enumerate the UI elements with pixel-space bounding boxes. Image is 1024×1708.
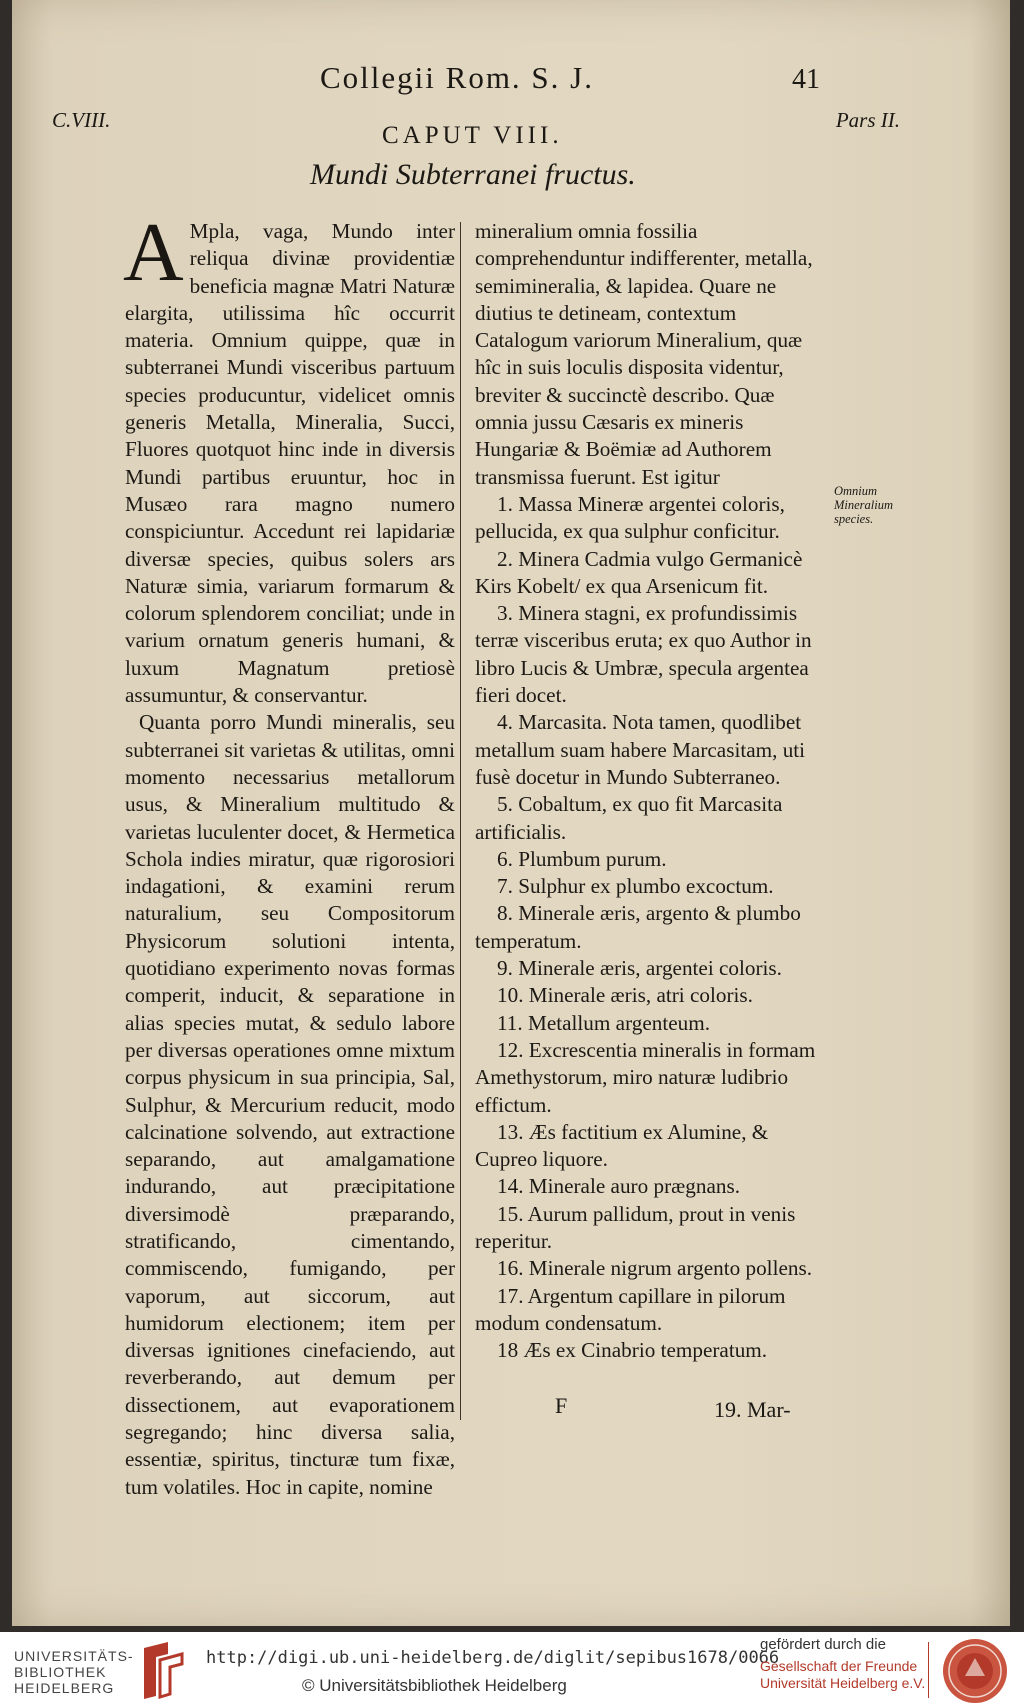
running-head xyxy=(12,60,1010,104)
part-marker: Pars II. xyxy=(835,108,900,132)
catchword: 19. Mar- xyxy=(714,1397,791,1422)
caput-heading: CAPUT VIII. xyxy=(382,122,563,149)
paragraph-1-text: Mpla, vaga, Mundo inter reliqua divinæ providentiæ beneficia magnæ Matri Naturæ elargita, utilissima hîc occurrit materia. Omnium quippe, quæ in subterranei Mundi visceribus partuum species producuntur, videlicet omnis generis Metalla, Mineralia, Succi, Fluores quotquot hinc inde in diversis Mundi partibus eruuntur, hoc in Musæo rara magno numero conspiciuntur. Accedunt rei lapidariæ diversæ species, quibus solers ars Naturæ simia, variarum formarum & colorum splendorem conciliat; unde in varium ornatum generis humani, & luxum Magnatum pretiosè assumuntur, & conservantur. xyxy=(125,219,455,708)
catalog-item: 5. Cobaltum, ex quo fit Marcasita artificialis. xyxy=(475,792,783,844)
catalog-item: 1. Massa Mineræ argentei coloris, pellucida, ex qua sulphur conficitur. xyxy=(475,491,785,544)
book-page xyxy=(12,0,1010,1626)
catalog-item: 4. Marcasita. Nota tamen, quodlibet metallum suam habere Marcasitam, uti fusè docetur in Mundo Subterraneo. xyxy=(475,710,806,789)
paragraph-2: Quanta porro Mundi mineralis, seu subterranei sit varietas & utilitas, omni momento necessarius metallorum usus, & Mineralium multitudo & varietas luculenter docet, & Hermetica Schola indies miratur, quæ rigorosiori indagationi, & examini rerum naturalium, seu Compositorum Physicorum solutioni intenta, quotidiano experimento novas formas comperit, inducit, & separatione in alias species mutat, & sedulo labore per diversas operationes omne mixtum corpus physicum in sua principia, Sal, Sulphur, & Mercurium reducit, modo calcinatione solvendo, aut extractione separando, aut amalgamatione indurando, aut præcipitatione diversimodè præparando, stratificando, cimentando, commiscendo, fumigando, per vaporum, aut siccorum, aut humidorum electionem; item per diversas ignitiones cinefaciendo, aut reverberando, aut demum per dissectionem, aut evaporationem segregando; hinc diversa salia, essentiæ, spiritus, tincturæ tum fixæ, tum volatiles. Hoc in capite, nomine xyxy=(125,710,455,1499)
catalog-item: 13. Æs factitium ex Alumine, & Cupreo liquore. xyxy=(475,1119,769,1172)
funded-by: gefördert durch die xyxy=(760,1636,886,1653)
paragraph-1 xyxy=(123,206,455,709)
signature-mark: F xyxy=(555,1393,568,1418)
footer-bar xyxy=(0,1632,1024,1708)
catalog-item: 16. Minerale nigrum argento pollens. xyxy=(497,1256,812,1281)
catalog-item: 3. Minera stagni, ex profundissimis terræ visceribus eruta; ex quo Author in libro Lucis & Umbræ, specula argentea fieri docet. xyxy=(475,601,812,708)
society-name: Gesellschaft der Freunde Universität Heidelberg e.V. xyxy=(760,1658,926,1691)
library-logo-text xyxy=(14,1648,134,1696)
mineral-catalog xyxy=(475,491,831,1365)
drop-cap: A xyxy=(123,206,184,299)
catalog-item: 2. Minera Cadmia vulgo Germanicè Kirs Kobelt/ ex qua Arsenicum fit. xyxy=(475,546,803,598)
left-column xyxy=(123,206,455,1501)
section-title: Mundi Subterranei fructus. xyxy=(310,158,636,191)
column-rule xyxy=(460,222,461,1420)
catalog-item: 7. Sulphur ex plumbo excoctum. xyxy=(497,874,774,899)
permalink-url[interactable]: http://digi.ub.uni-heidelberg.de/diglit/sepibus1678/0066 xyxy=(206,1648,780,1668)
catalog-item: 17. Argentum capillare in pilorum modum condensatum. xyxy=(475,1283,786,1335)
catalog-item: 15. Aurum pallidum, prout in venis reperitur. xyxy=(475,1201,796,1253)
catalog-item: 18 Æs ex Cinabrio temperatum. xyxy=(497,1338,768,1363)
marginal-note: Omnium Mineralium species. xyxy=(834,484,894,526)
catalog-item: 9. Minerale æris, argentei coloris. xyxy=(497,956,782,981)
catalog-item: 11. Metallum argenteum. xyxy=(497,1010,711,1035)
catalog-item: 10. Minerale æris, atri coloris. xyxy=(497,983,753,1008)
running-title: Collegii Rom. S. J. xyxy=(320,60,594,95)
footer-divider xyxy=(928,1642,929,1698)
page-number: 41 xyxy=(792,64,820,95)
catalog-intro: mineralium omnia fossilia comprehenduntur indifferenter, metalla, semimineralia, & lapidea. Quare ne diutius te detineam, contextum Catalogum variorum Mineralium, quæ hîc in suis loculis disposita videntur, breviter & succinctè describo. Quæ omnia jussu Cæsaris ex mineris Hungariæ & Boëmiæ ad Authorem transmissa fuerunt. Est igitur xyxy=(475,219,813,489)
copyright-notice: © Universitätsbibliothek Heidelberg xyxy=(302,1676,567,1695)
catalog-item: 6. Plumbum purum. xyxy=(497,846,667,871)
catalog-item: 8. Minerale æris, argento & plumbo temperatum. xyxy=(475,901,801,953)
library-logo-icon xyxy=(138,1640,188,1700)
right-column xyxy=(475,218,831,1364)
library-name: UNIVERSITÄTS- BIBLIOTHEK HEIDELBERG xyxy=(14,1648,134,1696)
chapter-marker: C.VIII. xyxy=(52,108,111,132)
catalog-item: 14. Minerale auro prægnans. xyxy=(497,1174,741,1199)
catalog-item: 12. Excrescentia mineralis in formam Amethystorum, miro naturæ ludibrio effictum. xyxy=(475,1037,816,1117)
university-seal-icon xyxy=(940,1636,1010,1706)
